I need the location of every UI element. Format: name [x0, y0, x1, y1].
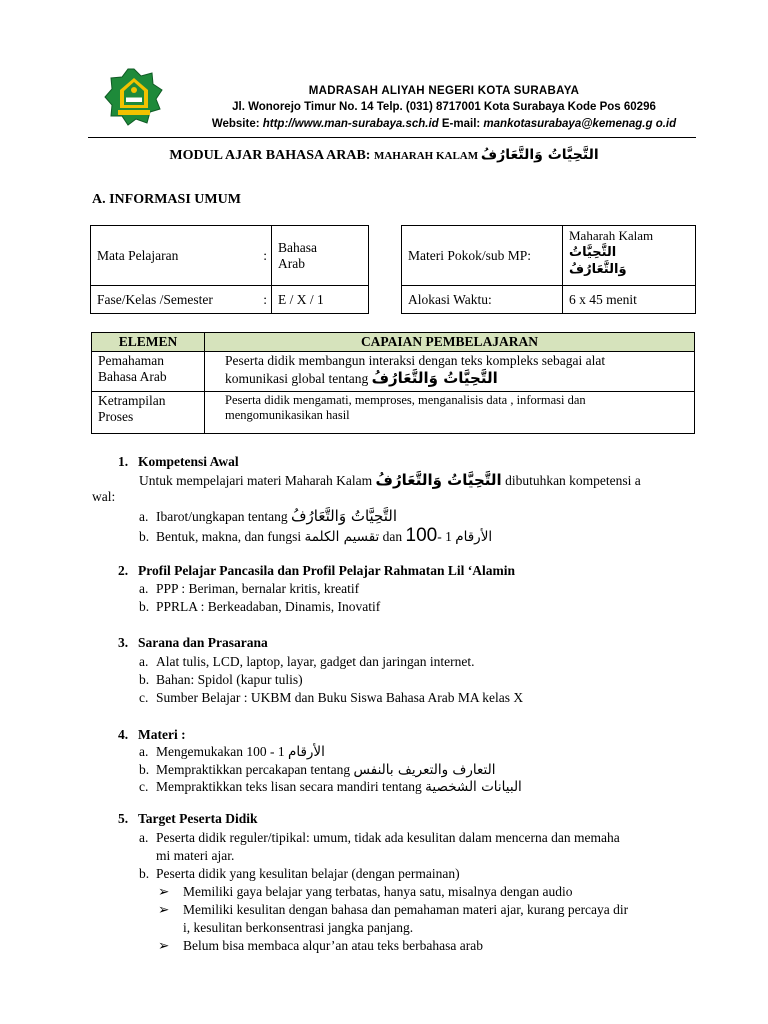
section-1-heading: 1. Kompetensi Awal [118, 454, 239, 469]
alokasi-label: Alokasi Waktu: [402, 286, 563, 314]
mapel-value: Bahasa Arab [272, 226, 369, 286]
fase-label: Fase/Kelas /Semester [91, 286, 254, 314]
fase-value: E / X / 1 [272, 286, 369, 314]
head-elemen: ELEMEN [92, 333, 205, 352]
capaian-table [91, 332, 695, 434]
s5-bullet-2: ➢ Memiliki kesulitan dengan bahasa dan pemahaman materi ajar, kurang percaya dir [158, 902, 629, 917]
s5-item-b: b. Peserta didik yang kesulitan belajar (dengan permainan) [139, 866, 460, 881]
s5-bullet-3: ➢ Belum bisa membaca alqur’an atau teks berbahasa arab [158, 938, 483, 953]
header-divider [88, 137, 696, 138]
school-name: MADRASAH ALIYAH NEGERI KOTA SURABAYA [308, 85, 580, 97]
head-capaian: CAPAIAN PEMBELAJARAN [205, 333, 695, 352]
s4-item-b: b. Mempraktikkan percakapan tentang التعارف والتعريف بالنفس [139, 762, 496, 778]
mapel-label: Mata Pelajaran [91, 226, 254, 286]
s5-item-a: a. Peserta didik reguler/tipikal: umum, tidak ada kesulitan dalam mencerna dan memaha [139, 830, 620, 845]
mapel-colon: : [253, 226, 272, 286]
s2-item-b: b. PPRLA : Berkeadaban, Dinamis, Inovatif [139, 599, 381, 614]
section-5-heading: 5. Target Peserta Didik [118, 811, 258, 826]
s1-item-a: a. Ibarot/ungkapan tentang التَّحِيَّاتُ وَالتَّعَارُفُ [139, 507, 398, 525]
school-address: Jl. Wonorejo Timur No. 14 Telp. (031) 8717001 Kota Surabaya Kode Pos 60296 [232, 101, 656, 113]
section-4-heading: 4. Materi : [118, 727, 186, 742]
s5-bullet-2-wrap: i, kesulitan berkonsentrasi jangka panjang. [183, 920, 414, 935]
materi-value: Maharah Kalam التَّحِيَّاتُ وَالتَّعَارُفُ [563, 226, 696, 286]
fase-colon: : [253, 286, 272, 314]
s4-item-c: c. Mempraktikkan teks lisan secara mandiri tentang البيانات الشخصية [139, 779, 522, 795]
website-link[interactable]: http://www.man-surabaya.sch.id [262, 118, 439, 130]
section-2-heading: 2. Profil Pelajar Pancasila dan Profil Pelajar Rahmatan Lil ‘Alamin [118, 563, 515, 578]
s5-item-a-wrap: mi materi ajar. [156, 848, 235, 863]
s3-item-a: a. Alat tulis, LCD, laptop, layar, gadget dan jaringan internet. [139, 654, 475, 669]
school-contact: Website: http://www.man-surabaya.sch.id E-mail: mankotasurabaya@kemenag.g o.id [211, 118, 677, 130]
materi-label: Materi Pokok/sub MP: [402, 226, 563, 286]
s4-item-a: a. Mengemukakan 100 - 1 الأرقام [139, 744, 325, 760]
cp-row1-text: Peserta didik membangun interaksi dengan teks kompleks sebagai alat komunikasi global tentang التَّحِيَّاتُ وَالتَّعَارُفُ [205, 352, 695, 392]
section-3-heading: 3. Sarana dan Prasarana [118, 635, 268, 650]
cp-row1-elemen: Pemahaman Bahasa Arab [92, 352, 205, 392]
s1-item-b: b. Bentuk, makna, dan fungsi تقسيم الكلمة dan 100- 1 الأرقام [139, 525, 493, 546]
s1-paragraph: Untuk mempelajari materi Maharah Kalam التَّحِيَّاتُ وَالتَّعَارُفُ dibutuhkan kompetensi a [139, 471, 641, 489]
s3-item-b: b. Bahan: Spidol (kapur tulis) [139, 672, 303, 687]
alokasi-value: 6 x 45 menit [563, 286, 696, 314]
cp-row2-elemen: Ketrampilan Proses [92, 392, 205, 434]
s3-item-c: c. Sumber Belajar : UKBM dan Buku Siswa Bahasa Arab MA kelas X [139, 690, 524, 705]
info-table [90, 225, 696, 314]
module-title: MODUL AJAR BAHASA ARAB: MAHARAH KALAM التَّحِيَّاتُ وَالتَّعَارُفُ [169, 147, 599, 163]
cp-row2-text: Peserta didik mengamati, memproses, menganalisis data , informasi dan mengomunikasikan hasil [205, 392, 695, 434]
s1-paragraph-wrap: wal: [92, 489, 116, 504]
section-a-heading: A. INFORMASI UMUM [92, 192, 241, 207]
email-link[interactable]: mankotasurabaya@kemenag.g o.id [483, 118, 677, 130]
s2-item-a: a. PPP : Beriman, bernalar kritis, kreatif [139, 581, 360, 596]
s5-bullet-1: ➢ Memiliki gaya belajar yang terbatas, hanya satu, misalnya dengan audio [158, 884, 573, 899]
